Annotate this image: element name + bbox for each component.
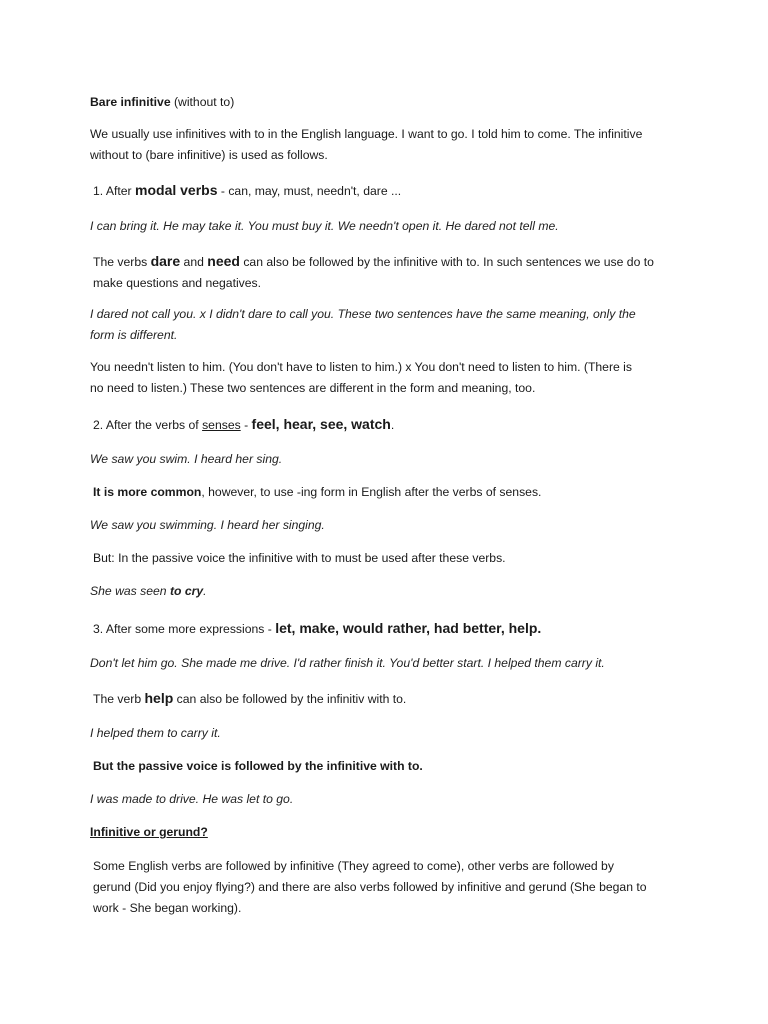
help-paragraph: The verb help can also be followed by the infinitiv with to. bbox=[93, 690, 407, 706]
example-dare: I dared not call you. x I didn't dare to call you. These two sentences have the same meaning, only the form is different. bbox=[90, 307, 636, 342]
example-modal: I can bring it. He may take it. You must buy it. We needn't open it. He dared not tell me. bbox=[90, 219, 559, 233]
gerund-heading: Infinitive or gerund? bbox=[90, 825, 208, 839]
rule-3-expressions: 3. After some more expressions - let, make, would rather, had better, help. bbox=[93, 620, 542, 636]
ing-form-paragraph: It is more common, however, to use -ing form in English after the verbs of senses. bbox=[93, 485, 542, 499]
rule-1-modal-verbs: 1. After modal verbs - can, may, must, needn't, dare ... bbox=[93, 182, 402, 198]
passive-help-paragraph: But the passive voice is followed by the infinitive with to. bbox=[93, 759, 423, 773]
example-help: I helped them to carry it. bbox=[90, 726, 221, 740]
dare-need-paragraph: The verbs dare and need can also be followed by the infinitive with to. In such sentences we use do to make questions and negatives. bbox=[93, 253, 654, 290]
intro-paragraph: We usually use infinitives with to in the English language. I want to go. I told him to come. The infinitive without to (bare infinitive) is used as follows. bbox=[90, 127, 643, 162]
passive-voice-paragraph: But: In the passive voice the infinitive with to must be used after these verbs. bbox=[93, 551, 506, 565]
example-made-let: I was made to drive. He was let to go. bbox=[90, 792, 294, 806]
gerund-paragraph: Some English verbs are followed by infinitive (They agreed to come), other verbs are followed by gerund (Did you enjoy flying?) and there are also verbs followed by infinitive and gerund (She began to work - She began working). bbox=[93, 859, 647, 915]
rule-2-senses: 2. After the verbs of senses - feel, hear, see, watch. bbox=[93, 416, 395, 432]
example-ing: We saw you swimming. I heard her singing. bbox=[90, 518, 325, 532]
example-senses: We saw you swim. I heard her sing. bbox=[90, 452, 283, 466]
neednt-paragraph: You needn't listen to him. (You don't have to listen to him.) x You don't need to listen to him. (There is no need to listen.) These two sentences are different in the form and meaning, too. bbox=[90, 360, 632, 395]
section-heading: Bare infinitive (without to) bbox=[90, 95, 235, 109]
example-expressions: Don't let him go. She made me drive. I'd rather finish it. You'd better start. I helped them carry it. bbox=[90, 656, 605, 670]
example-passive: She was seen to cry. bbox=[90, 584, 207, 598]
